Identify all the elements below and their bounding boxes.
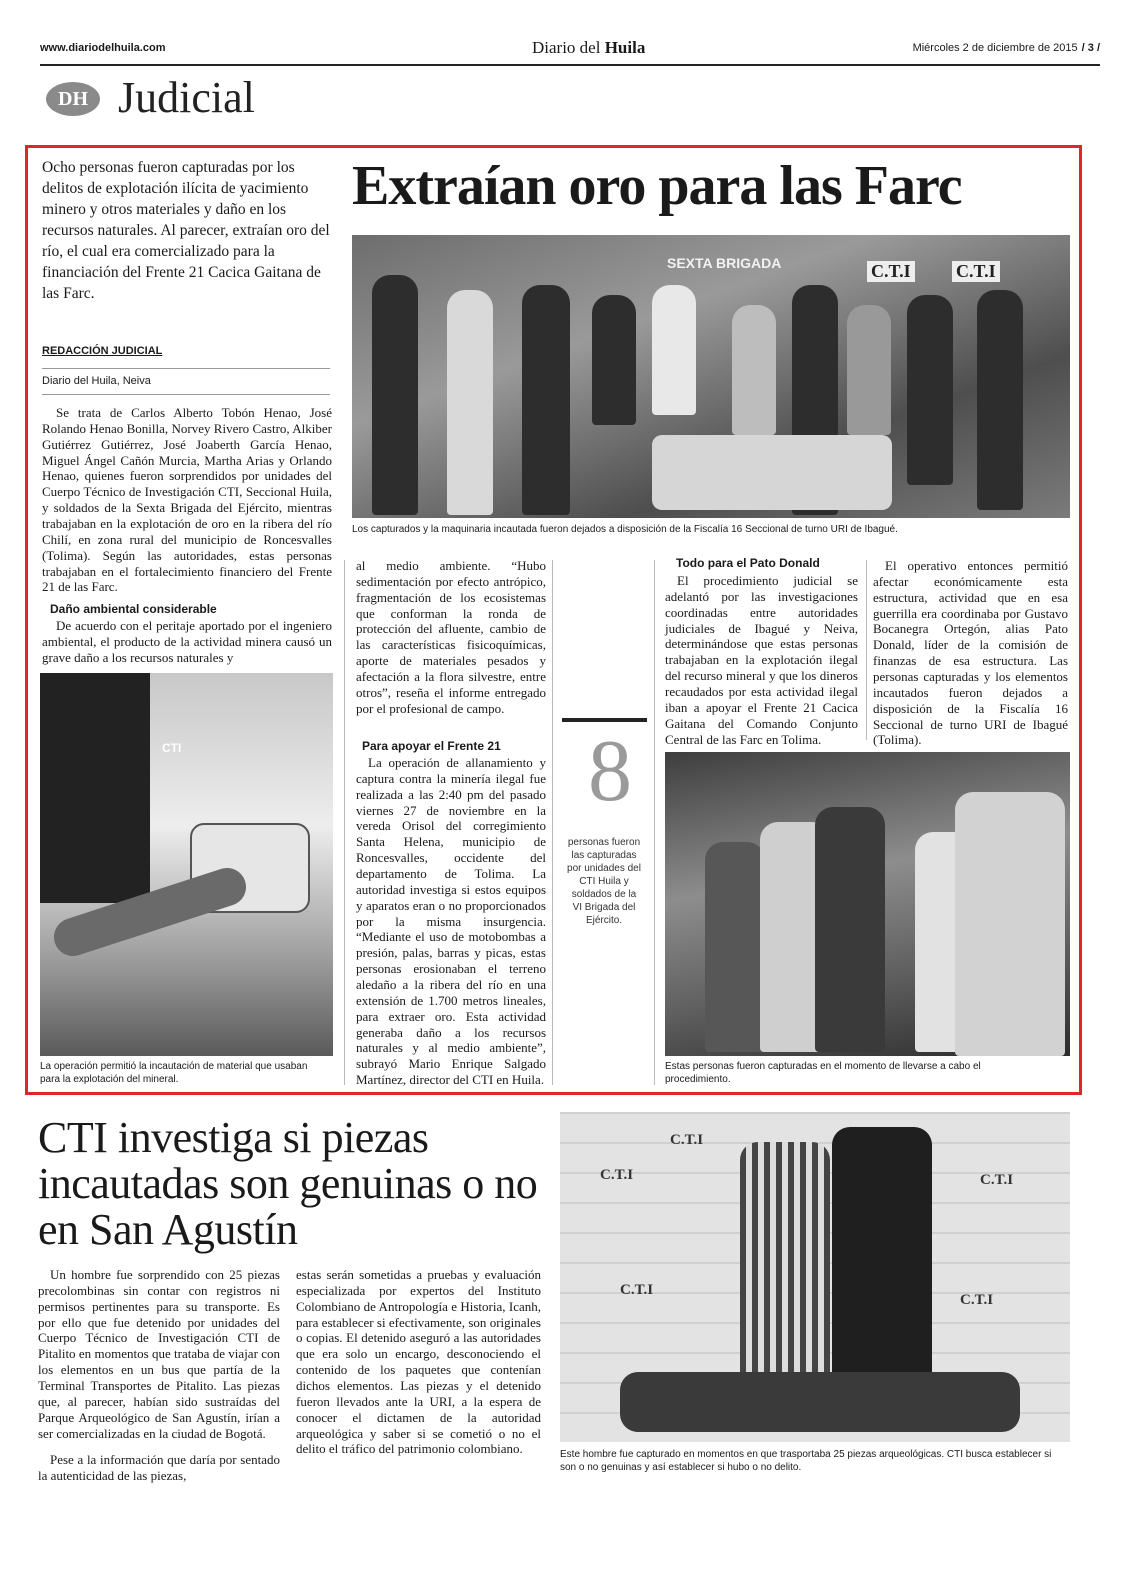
column-divider xyxy=(344,560,345,1085)
backdrop-label: C.T.I xyxy=(960,1292,994,1308)
cap-label: CTI xyxy=(162,741,182,755)
backdrop-label: C.T.I xyxy=(670,1132,704,1148)
article2-headline: CTI investiga si piezas incautadas son genuinas o no en San Agustín xyxy=(38,1113,538,1255)
dh-logo: DH xyxy=(46,82,100,116)
cti-agent-figure xyxy=(832,1127,932,1387)
dateline: Diario del Huila, Neiva xyxy=(42,375,151,387)
captured-people-photo xyxy=(665,752,1070,1056)
person-figure xyxy=(732,305,776,435)
backdrop-label: C.T.I xyxy=(620,1282,654,1298)
person-figure xyxy=(592,295,636,425)
person-figure xyxy=(815,807,885,1052)
right-photo-caption: Estas personas fueron capturadas en el momento de llevarse a cabo el procedimiento. xyxy=(665,1061,981,1085)
person-figure xyxy=(977,290,1023,510)
header-rule xyxy=(40,64,1100,66)
detained-man-figure xyxy=(740,1142,830,1387)
left-photo-caption: La operación permitió la incautación de material que usaban para la explotación del mineral. xyxy=(40,1061,308,1085)
divider xyxy=(42,394,330,395)
byline: REDACCIÓN JUDICIAL xyxy=(42,345,163,357)
main-photo xyxy=(352,235,1070,518)
person-figure xyxy=(372,275,418,515)
person-figure xyxy=(907,295,953,485)
section-title: Judicial xyxy=(118,73,255,122)
column-divider xyxy=(552,560,553,1085)
article2-photo-caption: Este hombre fue capturado en momentos en que trasportaba 25 piezas arqueológicas. CTI busca establecer si son o no genuinas y así establecer si hubo o no delito. xyxy=(560,1449,1052,1473)
article-paragraph: Se trata de Carlos Alberto Tobón Henao, José Rolando Henao Bonilla, Norvey Rivero Castro, Alkiber Gutiérrez Gutiérrez, José Joaberth García Henao, Miguel Ángel Cañón Murcia, Martha Arias y Orlando Henao, quienes fueron sorprendidos por unidades del Cuerpo Técnico de Investigación CTI, Seccional Huila, y soldados de la Sexta Brigada del Ejército, mientras trabajaban en la explotación de oro en la ribera del río Chilí, en zona rural del municipio de Roncesvalles (Tolima). Según las autoridades, estas personas trabajaban en el fortalecimiento financiero del Frente 21 de las Farc. xyxy=(42,405,332,595)
column-divider xyxy=(866,560,867,740)
photo-sign: SEXTA BRIGADA xyxy=(667,255,782,271)
backdrop-label: C.T.I xyxy=(600,1167,634,1183)
person-figure xyxy=(652,285,696,415)
photo-sign: C.T.I xyxy=(952,261,1000,282)
column-divider xyxy=(654,560,655,1085)
divider xyxy=(42,368,330,369)
article-lead: Ocho personas fueron capturadas por los delitos de explotación ilícita de yacimiento minero y otros materiales y daño en los recursos naturales. Al parecer, extraían oro del río, el cual era comercializado para la financiación del Frente 21 Cacica Gaitana de las Farc. xyxy=(42,159,330,302)
article-paragraph: al medio ambiente. “Hubo sedimentación por efecto antrópico, fragmentación de los ecosistemas que conforman la ronda de protección del afluente, cambio de las características fisicoquímicas, aporte de materiales pesados y afectación a la flora silvestre, entre otros”, reseña el informe entregado por el profesional de campo. xyxy=(356,558,546,716)
person-figure xyxy=(447,290,493,515)
issue-date: Miércoles 2 de diciembre de 2015 / 3 / xyxy=(912,42,1100,54)
article2-paragraph: Pese a la información que daría por sentado la autenticidad de las piezas, xyxy=(38,1452,280,1483)
article-headline: Extraían oro para las Farc xyxy=(352,155,962,217)
cti-arrest-photo xyxy=(560,1112,1070,1442)
subheading: Para apoyar el Frente 21 xyxy=(362,739,501,753)
photo-sign: C.T.I xyxy=(867,261,915,282)
stat-rule xyxy=(562,718,647,722)
article2-paragraph: estas serán sometidas a pruebas y evaluación especializada por expertos del Instituto Colombiano de Antropología e Historia, Icanh, para establecer si efectivamente, son originales o copias. El detenido aseguró a las autoridades que era solo un encargo, desconociendo el contenido de los paquetes que contenían dichos elementos. Las piezas y el detenido fueron llevados ante la URI, a la espera de conocer el dictamen de la autoridad arqueológica y saber si se cometió o no el delito el tráfico del patrimonio colombiano. xyxy=(296,1267,541,1457)
subheading: Daño ambiental considerable xyxy=(50,602,217,616)
person-figure xyxy=(705,842,765,1052)
archaeological-pieces xyxy=(620,1372,1020,1432)
backdrop-label: C.T.I xyxy=(980,1172,1014,1188)
article-paragraph: La operación de allanamiento y captura contra la minería ilegal fue realizada a las 2:40 pm del pasado viernes 27 de noviembre en la vereda Orisol del corregimiento Santa Helena, municipio de Roncesvalles, occidente del departamento de Tolima. La autoridad investiga si estos equipos y aparatos eran o no proporcionados por la misma insurgencia. “Mediante el uso de motobombas a presión, palas, barras y picas, estas personas erosionaban el terreno aledaño a la ribera del río en una extensión de 1.700 metros lineales, para extraer oro. Esta actividad generaba daño a los recursos naturales y al medio ambiente”, subrayó Mario Enrique Salgado Martínez, director del CTI en Huila. xyxy=(356,755,546,1088)
page-header xyxy=(40,40,1100,60)
person-figure xyxy=(955,792,1065,1056)
person-figure xyxy=(522,285,570,515)
article-paragraph: De acuerdo con el peritaje aportado por el ingeniero ambiental, el producto de la actividad minera causó un grave daño a los recursos naturales y xyxy=(42,618,332,665)
mining-equipment-photo xyxy=(40,673,333,1056)
article-paragraph: El operativo entonces permitió afectar económicamente esta estructura, actividad que en esa guerrilla era coordinaba por Gustavo Bocanegra Ortegón, alias Pato Donald, líder de la comisión de finanzas de esa estructura. Las personas capturadas y los elementos incautados fueron dejados a disposición de la Fiscalía 16 Seccional de turno URI de Ibagué (Tolima). xyxy=(873,558,1068,748)
cti-agent-figure xyxy=(40,673,150,903)
newspaper-name: Diario del Huila xyxy=(532,38,646,57)
article-paragraph: El procedimiento judicial se adelantó por las investigaciones coordinadas entre autoridades judiciales de Ibagué y Neiva, determinándose que estas personas trabajaban en la explotación ilegal del recurso mineral y que los dineros recaudados por esta actividad ilegal iban a apoyar el Frente 21 Cacica Gaitana del Comando Conjunto Central de las Farc en Tolima. xyxy=(665,573,858,747)
site-url[interactable]: www.diariodelhuila.com xyxy=(40,42,166,54)
page-number: / 3 / xyxy=(1081,42,1100,54)
seized-machinery xyxy=(652,435,892,510)
person-figure xyxy=(847,305,891,435)
subheading: Todo para el Pato Donald xyxy=(676,556,820,570)
article2-paragraph: Un hombre fue sorprendido con 25 piezas precolombinas sin contar con registros ni permisos pertinentes para su transporte. Es por ello que fue detenido por unidades del Cuerpo Técnico de Investigación CTI de Pitalito en momentos que trataba de viajar con los elementos en un bus que partía de la Terminal Transportes de Pitalito. Las piezas que, al parecer, habían sido sustraídas del Parque Arqueológico de San Agustín, irían a ser comercializadas en la ciudad de Bogotá. xyxy=(38,1267,280,1441)
stat-number: 8 xyxy=(588,723,632,820)
main-photo-caption: Los capturados y la maquinaria incautada fueron dejados a disposición de la Fiscalía 16 Seccional de turno URI de Ibagué. xyxy=(352,524,898,535)
stat-text: personas fueron las capturadas por unidades del CTI Huila y soldados de la VI Brigada del Ejército. xyxy=(567,837,641,926)
